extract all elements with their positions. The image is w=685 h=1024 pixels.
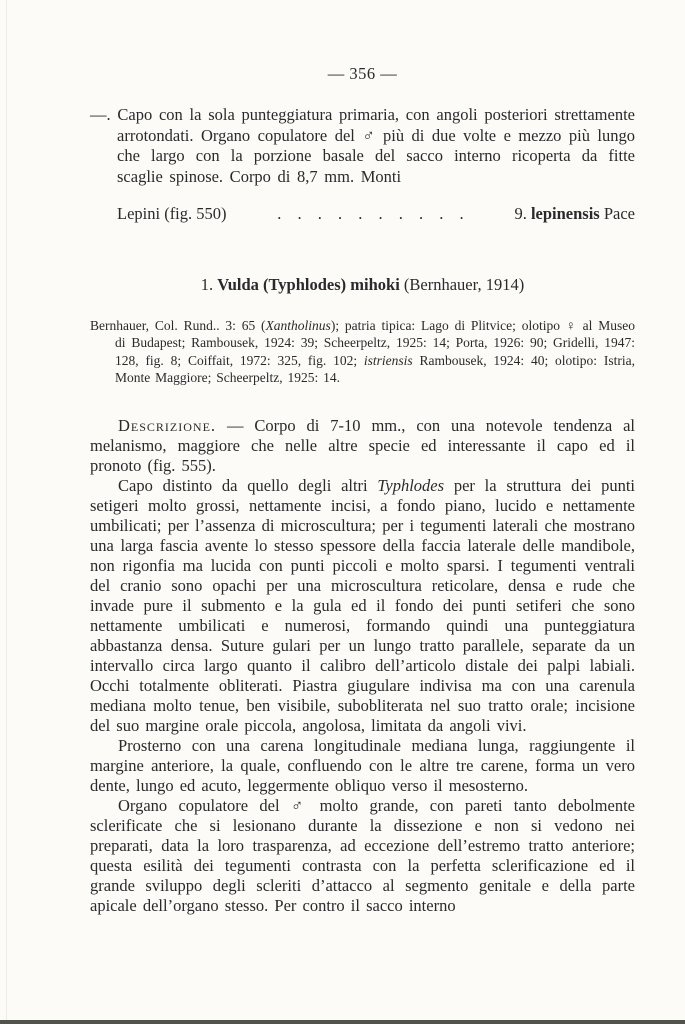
reference-seg2: ); patria tipica: Lago di Plitvice; olotipo ♀ al Museo di Budapest; Rambousek, 1924: 39; Scheerpeltz, 1925: 14; Porta, 1926: 90; Gridelli, 1947: 128, fig. 8; Coiffait, 1972: 325, fig. 102; bbox=[115, 318, 636, 368]
scan-bottom-edge-artifact bbox=[0, 1020, 685, 1024]
reference-synonym-italic: istriensis bbox=[363, 352, 413, 368]
subgenus-italic: Typhlodes bbox=[377, 476, 445, 496]
page-number: — 356 — bbox=[327, 64, 398, 83]
reference-seg1: Bernhauer, Col. Rund.. 3: 65 ( bbox=[90, 318, 266, 333]
description-paragraph-4: Organo copulatore del ♂ molto grande, con pareti tanto debolmente sclerificate che si lesionano durante la dissezione e non si vedono nei preparati, data la loro trasparenza, ad eccezione dell’estremo tratto anteriore; questa esilità dei tegumenti contrasta con la perfetta sclerificazione ed il grande sviluppo degli scleriti d’attacco al segmento genitale e della parte apicale dell’organo stesso. Per contro il sacco interno bbox=[90, 796, 635, 916]
description-paragraph-2 bbox=[90, 476, 635, 736]
scan-left-edge-artifact bbox=[6, 0, 7, 1024]
description-paragraph-3: Prosterno con una carena longitudinale mediana lunga, raggiungente il margine anteriore, la quale, confluendo con le altre tre carene, forma un vero dente, lungo ed acuto, leggermente obliquo verso il mesosterno. bbox=[90, 736, 635, 796]
species-heading bbox=[90, 275, 635, 295]
heading-species-name: Vulda (Typhlodes) mihoki bbox=[217, 275, 400, 294]
description-section bbox=[90, 416, 635, 916]
text-column bbox=[90, 0, 635, 916]
couplet-result-species bbox=[514, 204, 635, 225]
couplet-lead-dash: —. bbox=[90, 105, 111, 124]
key-couplet-text bbox=[90, 105, 635, 187]
species-number: 9. bbox=[514, 203, 527, 223]
description-paragraph-2-seg2: per la struttura dei punti setigeri molto grossi, nettamente incisi, a fondo piano, lucido e nettamente umbilicati; per l’assenza di microscultura; per i tegumenti laterali che mostrano una larga fascia avente lo stesso spessore della faccia laterale delle mandibole, non rigonfia ma lucida con punti piccoli e molto sparsi. I tegumenti ventrali del cranio sono opachi per una microscultura reticolare, densa e rude che invade pure il submento e la gula ed il fondo dei punti setiferi che sono nettamente umbilicati e numerosi, formando quindi una punteggiatura abbastanza densa. Suture gulari per un lungo tratto parallele, separate da un intervallo circa largo quanto il calibro dell’articolo distale dei palpi labiali. Occhi totalmente obliterati. Piastra giugulare indivisa ma con una carenula mediana molto tenue, ben visibile, subobliterata nel suo tratto orale; incisione del suo margine orale piccola, angolosa, limitata da angoli vivi. bbox=[90, 476, 635, 736]
description-paragraph-2-seg1: Capo distinto da quello degli altri bbox=[118, 476, 378, 496]
couplet-result-left: Lepini (fig. 550) bbox=[117, 203, 227, 223]
species-name: lepinensis bbox=[530, 203, 600, 223]
key-couplet bbox=[90, 105, 635, 224]
reference-seg3: Rambousek, 1924: 40; olotipo: Istria, Monte Maggiore; Scheerpeltz, 1925: 14. bbox=[115, 352, 635, 385]
descrizione-label: Descrizione. bbox=[118, 416, 217, 436]
reference-genus-italic: Xantholinus bbox=[265, 318, 331, 333]
heading-author: (Bernhauer, 1914) bbox=[403, 275, 525, 294]
description-paragraph-1 bbox=[90, 416, 635, 476]
heading-number: 1. bbox=[200, 275, 214, 294]
species-author: Pace bbox=[603, 203, 635, 223]
key-couplet-result-line bbox=[90, 204, 635, 225]
dot-leader: . . . . . . . . . . bbox=[277, 203, 464, 223]
description-paragraph-1-text: — Corpo di 7-10 mm., con una notevole tendenza al melanismo, maggiore che nelle altre specie ed interessante il capo ed il pronoto (fig. 555). bbox=[90, 416, 635, 476]
bibliographic-reference bbox=[90, 317, 635, 386]
couplet-body: Capo con la sola punteggiatura primaria, con angoli posteriori strettamente arrotondati. Organo copulatore del ♂ più di due volte e mezzo più lungo che largo con la porzione basale del sacco interno ricoperta da fitte scaglie spinose. Corpo di 8,7 mm. Monti bbox=[117, 105, 636, 186]
